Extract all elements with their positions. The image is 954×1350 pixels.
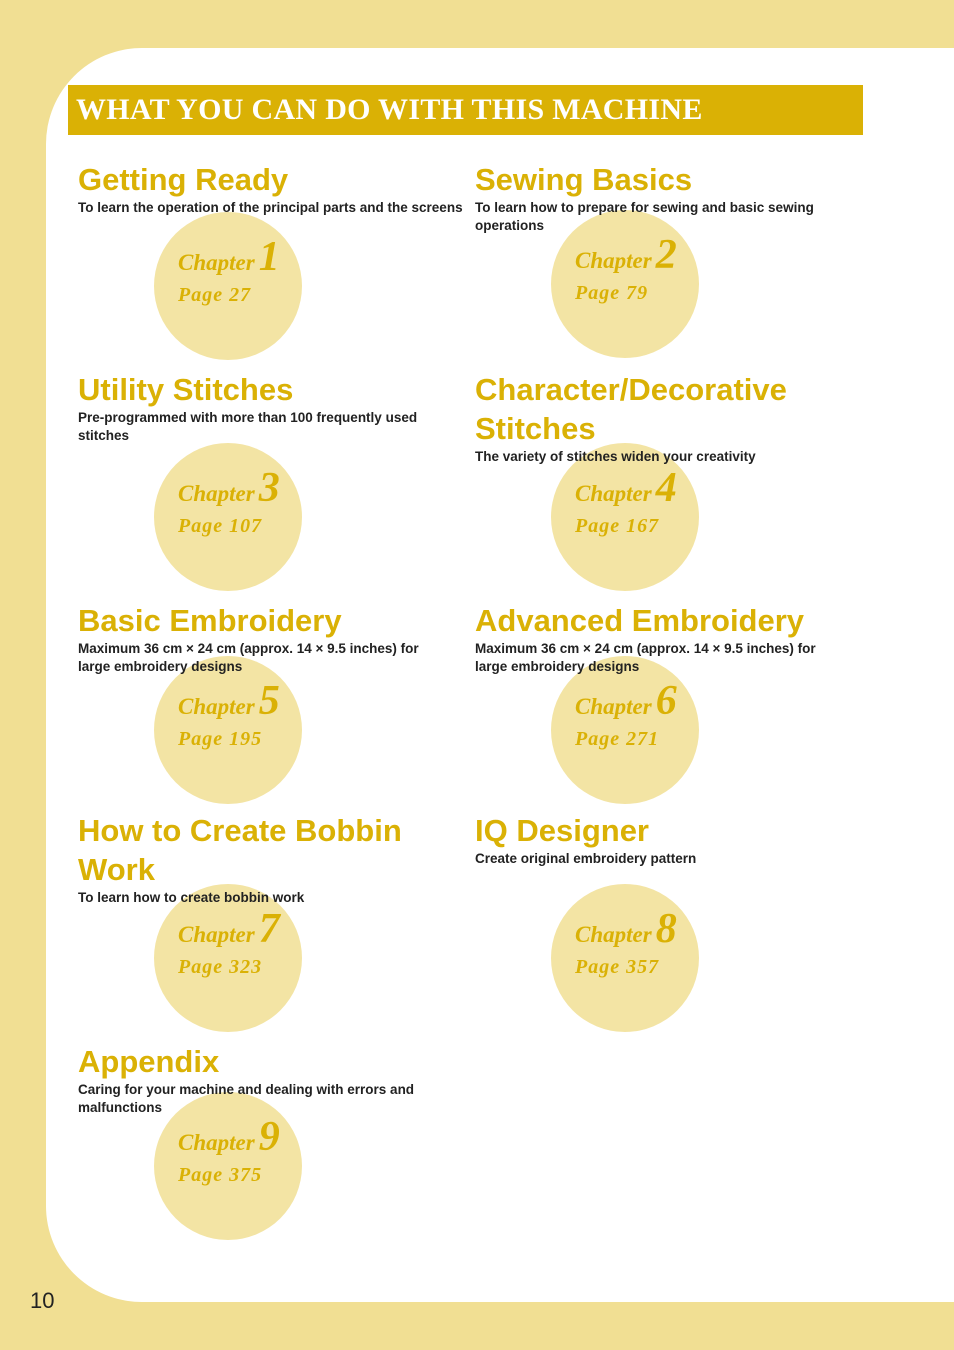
page-label: Page: [575, 956, 621, 978]
page-label: Page: [178, 956, 224, 978]
section-description: The variety of stitches widen your creativity: [475, 449, 756, 464]
chapter-number: 1: [258, 234, 280, 280]
section-title: Appendix: [78, 1044, 220, 1079]
page-label: Page: [178, 515, 224, 537]
chapter-number: 9: [258, 1114, 280, 1160]
section-description: To learn the operation of the principal parts and the screens: [78, 200, 463, 215]
section-description: Caring for your machine and dealing with errors and malfunctions: [78, 1082, 415, 1115]
section-description: To learn how to create bobbin work: [78, 890, 305, 905]
section-title: Getting Ready: [78, 162, 289, 197]
page-ref: 79: [626, 282, 649, 304]
section-title: Basic Embroidery: [78, 603, 342, 638]
page-ref: 323: [229, 956, 263, 978]
section-description: Maximum 36 cm × 24 cm (approx. 14 × 9.5 inches) for large embroidery designs: [78, 641, 419, 674]
chapter-number: 2: [655, 232, 677, 278]
chapter-label: Chapter: [178, 481, 255, 506]
section-title: How to Create Bobbin Work: [78, 813, 402, 887]
page-ref: 195: [229, 728, 263, 750]
chapter-number: 7: [258, 906, 280, 952]
page-label: Page: [575, 728, 621, 750]
chapter-badge-5[interactable]: [154, 656, 302, 804]
page-ref: 271: [626, 728, 660, 750]
chapter-number: 6: [655, 678, 677, 724]
section-iq-designer: [475, 811, 860, 868]
section-appendix: [78, 1042, 453, 1117]
chapter-label: Chapter: [178, 1130, 255, 1155]
page-ref: 27: [229, 284, 252, 306]
section-getting-ready: [78, 160, 463, 217]
section-title: Utility Stitches: [78, 372, 294, 407]
chapter-number: 3: [258, 465, 280, 511]
section-basic-embroidery: [78, 601, 453, 676]
chapter-label: Chapter: [575, 481, 652, 506]
page-ref: 167: [626, 515, 660, 537]
page-label: Page: [178, 728, 224, 750]
section-title: Advanced Embroidery: [475, 603, 805, 638]
section-advanced-embroidery: [475, 601, 850, 676]
chapter-label: Chapter: [178, 250, 255, 275]
section-title: IQ Designer: [475, 813, 649, 848]
chapter-badge-1[interactable]: [154, 212, 302, 360]
chapter-label: Chapter: [178, 922, 255, 947]
page-ref: 357: [626, 956, 660, 978]
chapter-label: Chapter: [575, 922, 652, 947]
page-ref: 107: [229, 515, 263, 537]
section-description: To learn how to prepare for sewing and basic sewing operations: [475, 200, 814, 233]
chapter-number: 4: [655, 465, 677, 511]
section-banner: [68, 85, 863, 135]
section-description: Pre-programmed with more than 100 frequently used stitches: [78, 410, 418, 443]
page-ref: 375: [229, 1164, 263, 1186]
page-label: Page: [178, 284, 224, 306]
page-title: WHAT YOU CAN DO WITH THIS MACHINE: [76, 93, 703, 126]
section-utility-stitches: [78, 370, 463, 445]
section-description: Create original embroidery pattern: [475, 851, 697, 866]
chapter-label: Chapter: [575, 248, 652, 273]
section-sewing-basics: [475, 160, 860, 235]
page-label: Page: [178, 1164, 224, 1186]
section-character-decorative-stitches: [475, 370, 845, 466]
chapter-badge-3[interactable]: [154, 443, 302, 591]
section-title: Sewing Basics: [475, 162, 693, 197]
section-bobbin-work: [78, 811, 438, 907]
section-title: Character/Decorative Stitches: [475, 372, 787, 446]
chapter-badge-8[interactable]: [551, 884, 699, 1032]
page-label: Page: [575, 515, 621, 537]
chapter-number: 8: [655, 906, 677, 952]
section-description: Maximum 36 cm × 24 cm (approx. 14 × 9.5 inches) for large embroidery designs: [475, 641, 816, 674]
chapter-label: Chapter: [575, 694, 652, 719]
chapter-badge-6[interactable]: [551, 656, 699, 804]
page-number: 10: [30, 1288, 55, 1313]
page-label: Page: [575, 282, 621, 304]
chapter-number: 5: [258, 678, 280, 724]
chapter-label: Chapter: [178, 694, 255, 719]
